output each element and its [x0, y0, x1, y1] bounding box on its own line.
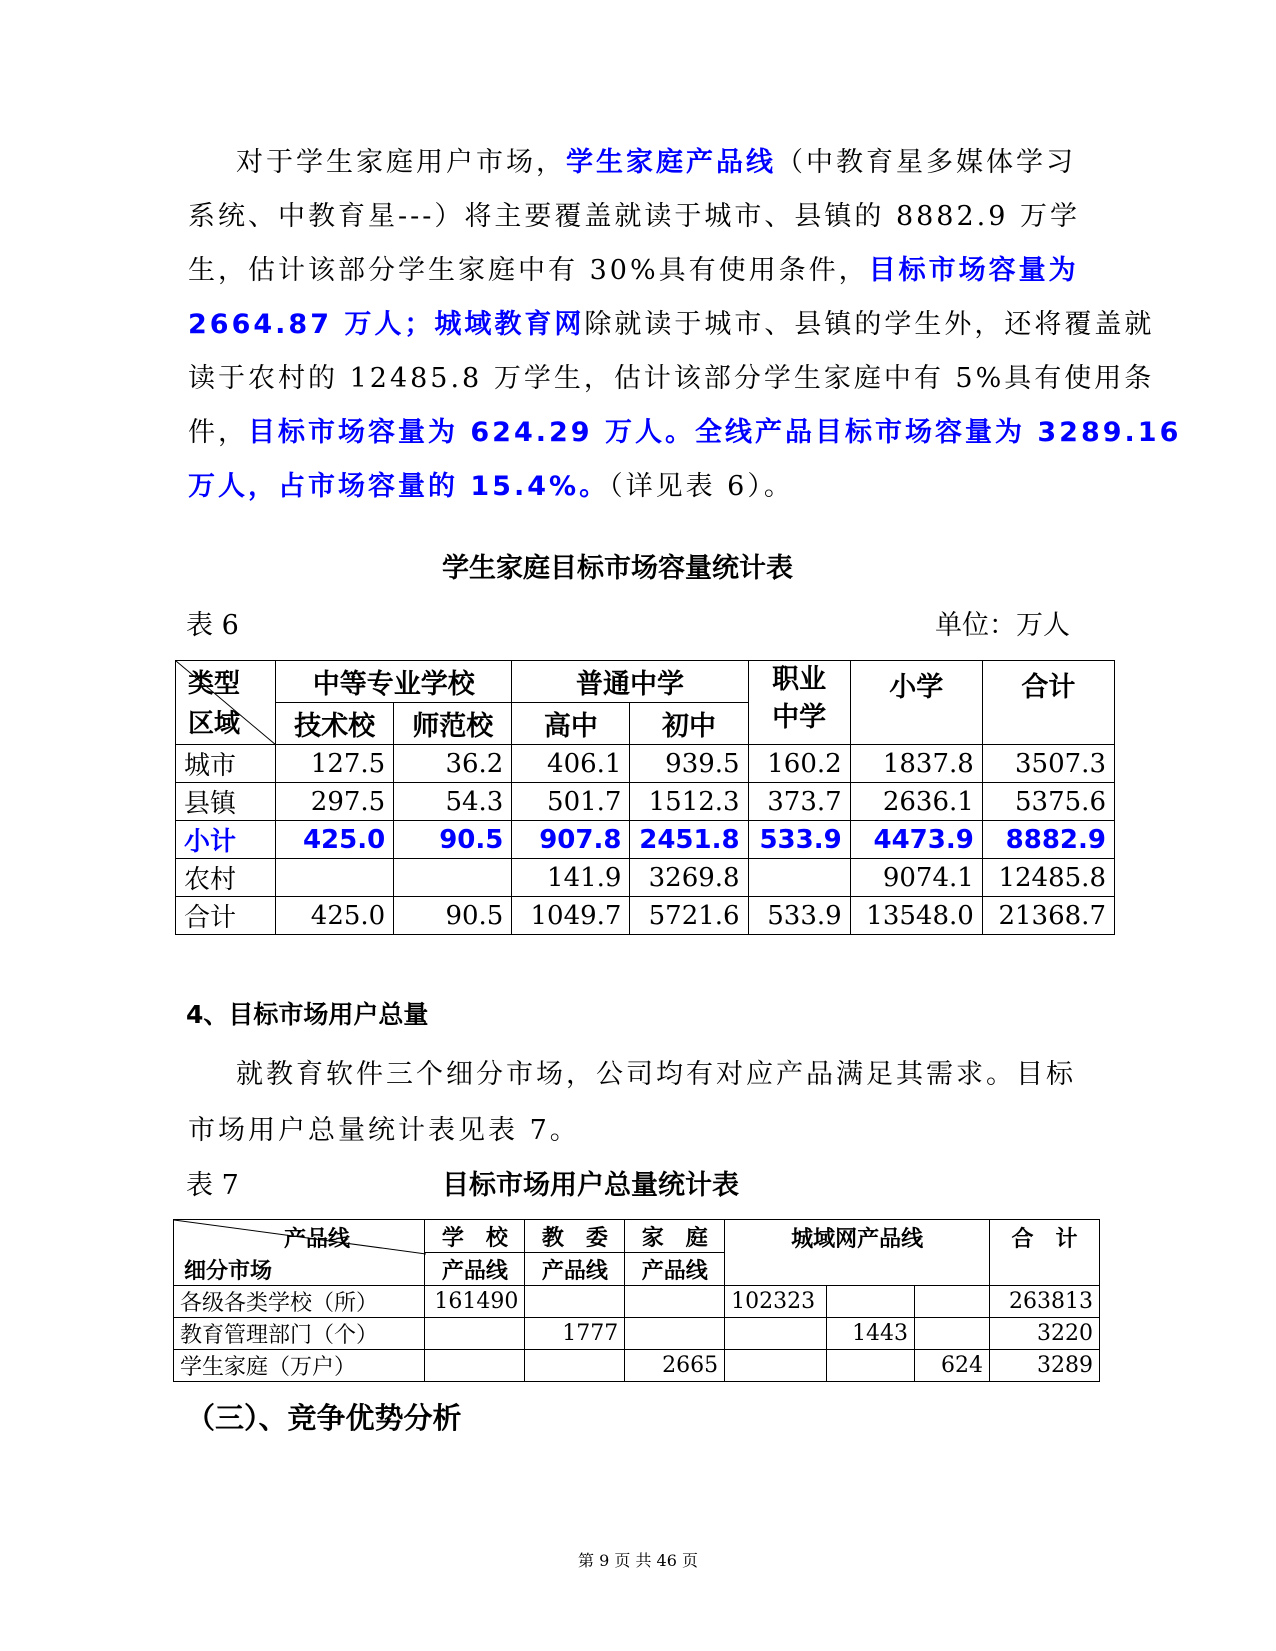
- table7-row-label: 学生家庭（万户）: [174, 1350, 425, 1382]
- table7-cell: [725, 1318, 827, 1350]
- table6-cell: 160.2: [748, 745, 850, 783]
- table6-corner-cell: [176, 661, 276, 745]
- vocational-line-1: 职业: [772, 664, 827, 695]
- table7-cell: [625, 1286, 725, 1318]
- table7-header-edu-2: 产品线: [525, 1253, 625, 1286]
- table6-corner-type: 类型: [188, 669, 241, 699]
- school-header-line-1: 学 校: [441, 1225, 508, 1251]
- table6-cell: [276, 859, 394, 897]
- table6-cell: 12485.8: [982, 859, 1114, 897]
- table7-cell: [425, 1350, 525, 1382]
- table6-row-label: 小计: [176, 821, 276, 859]
- page-footer: 第 9 页 共 46 页: [578, 1551, 698, 1570]
- table7-header-total: 合 计: [989, 1220, 1099, 1286]
- table7-cell: [425, 1318, 525, 1350]
- intro-line-7: [188, 464, 794, 503]
- intro-line-4: [188, 302, 1154, 341]
- table6-header-normal: 师范校: [394, 703, 512, 745]
- table6-cell: 36.2: [394, 745, 512, 783]
- table7-header-family: [625, 1220, 725, 1253]
- table6-row-label: 农村: [176, 859, 276, 897]
- table6-cell: 4473.9: [850, 821, 982, 859]
- table6-unit: 单位：万人: [935, 610, 1070, 641]
- table6-cell: 533.9: [748, 821, 850, 859]
- table6-header-technical: 技术校: [276, 703, 394, 745]
- section4-heading: 4、目标市场用户总量: [186, 1000, 429, 1029]
- table6-cell: 127.5: [276, 745, 394, 783]
- section4-line-2: 市场用户总量统计表见表 7。: [188, 1115, 580, 1146]
- intro-line-5: [188, 356, 1154, 395]
- table6-header-general: 普通中学: [512, 661, 748, 703]
- section3-heading: （三）、竞争优势分析: [186, 1401, 462, 1435]
- table6-cell: 2636.1: [850, 783, 982, 821]
- table7-header-family-2: 产品线: [625, 1253, 725, 1286]
- table7-label: 表 7: [186, 1170, 239, 1201]
- table6-cell: 1512.3: [630, 783, 748, 821]
- intro-text: 生，估计该部分学生家庭中有 30%具有使用条件，: [188, 255, 869, 286]
- table6-cell: [394, 859, 512, 897]
- table6-cell: 406.1: [512, 745, 630, 783]
- intro-line-3: [188, 248, 1079, 287]
- table6-row-label: 县镇: [176, 783, 276, 821]
- table7-cell: [827, 1350, 915, 1382]
- vocational-line-2: 中学: [772, 702, 827, 733]
- intro-highlight: 目标市场容量为: [868, 255, 1079, 286]
- table7-cell: [525, 1286, 625, 1318]
- table6-cell: 21368.7: [982, 897, 1114, 935]
- intro-highlight: 万人，占市场容量的 15.4%。: [188, 471, 610, 502]
- table7-cell: 263813: [989, 1286, 1099, 1318]
- table7-cell: 1443: [827, 1318, 915, 1350]
- intro-text: 系统、中教育星---）将主要覆盖就读于城市、县镇的 8882.9 万学: [188, 201, 1081, 232]
- table6-cell: 5375.6: [982, 783, 1114, 821]
- table6-cell: 907.8: [512, 821, 630, 859]
- intro-text: 读于农村的 12485.8 万学生，估计该部分学生家庭中有 5%具有使用条: [188, 363, 1155, 394]
- table6-cell: 90.5: [394, 897, 512, 935]
- intro-highlight: 学生家庭产品线: [566, 147, 776, 178]
- table7-row: [174, 1286, 1100, 1318]
- table6-label: 表 6: [186, 610, 239, 641]
- table6-cell: 3507.3: [982, 745, 1114, 783]
- table6-row: [176, 745, 1115, 783]
- intro-text: （中教育星多媒体学习: [776, 147, 1076, 178]
- table6-cell: 9074.1: [850, 859, 982, 897]
- table6-cell: 8882.9: [982, 821, 1114, 859]
- table7-cell: 624: [915, 1350, 990, 1382]
- table6-row: [176, 897, 1115, 935]
- table6-cell: 425.0: [276, 897, 394, 935]
- table6-header-senior: 高中: [512, 703, 630, 745]
- table6-row: [176, 821, 1115, 859]
- table6-title: 学生家庭目标市场容量统计表: [442, 553, 793, 584]
- table6-cell: [748, 859, 850, 897]
- table6-cell: 141.9: [512, 859, 630, 897]
- table7-cell: 3289: [989, 1350, 1099, 1382]
- table6-cell: 425.0: [276, 821, 394, 859]
- table6-header-vocational: [748, 661, 850, 745]
- table7-header-city: 城域网产品线: [725, 1220, 990, 1286]
- table6-header-total: 合计: [982, 661, 1114, 745]
- table7-cell: [915, 1286, 990, 1318]
- table7-row: [174, 1350, 1100, 1382]
- section4-line-1: 就教育软件三个细分市场，公司均有对应产品满足其需求。目标: [236, 1059, 1076, 1090]
- intro-text: 件，: [188, 417, 248, 448]
- family-header-line-1: 家 庭: [641, 1225, 708, 1251]
- table6-cell: 2451.8: [630, 821, 748, 859]
- table6-cell: 533.9: [748, 897, 850, 935]
- intro-text: （详见表 6）。: [609, 471, 794, 502]
- table7-corner-cell: [174, 1220, 425, 1286]
- table7-header-school-2: 产品线: [425, 1253, 525, 1286]
- table7-corner-segment: 细分市场: [184, 1259, 273, 1284]
- intro-highlight: 目标市场容量为 624.29 万人。全线产品目标市场容量为 3289.16: [248, 417, 1182, 448]
- table6: [175, 660, 1115, 935]
- table6-row-label: 城市: [176, 745, 276, 783]
- table7-cell: 3220: [989, 1318, 1099, 1350]
- table7-row-label: 各级各类学校（所）: [174, 1286, 425, 1318]
- intro-text: 除就读于城市、县镇的学生外，还将覆盖就: [584, 309, 1155, 340]
- table7-title: 目标市场用户总量统计表: [442, 1170, 739, 1201]
- table6-cell: 1837.8: [850, 745, 982, 783]
- table6-cell: 1049.7: [512, 897, 630, 935]
- table7-cell: 102323: [725, 1286, 827, 1318]
- table7-row-label: 教育管理部门（个）: [174, 1318, 425, 1350]
- table7-cell: 1777: [525, 1318, 625, 1350]
- edu-header-line-1: 教 委: [541, 1225, 608, 1251]
- table7-header-edu: [525, 1220, 625, 1253]
- table6-cell: 54.3: [394, 783, 512, 821]
- table6-row: [176, 859, 1115, 897]
- intro-line-2: [188, 194, 1080, 233]
- table7-cell: [625, 1318, 725, 1350]
- table6-header-primary: 小学: [850, 661, 982, 745]
- table6-row-label: 合计: [176, 897, 276, 935]
- table6-cell: 373.7: [748, 783, 850, 821]
- intro-text: 对于学生家庭用户市场，: [236, 147, 566, 178]
- table6-cell: 90.5: [394, 821, 512, 859]
- table7: [173, 1219, 1100, 1382]
- table7-cell: [827, 1286, 915, 1318]
- table6-cell: 13548.0: [850, 897, 982, 935]
- table6-cell: 5721.6: [630, 897, 748, 935]
- table6-header-secondary: 中等专业学校: [276, 661, 512, 703]
- table7-cell: [725, 1350, 827, 1382]
- table7-cell: 161490: [425, 1286, 525, 1318]
- table7-cell: [915, 1318, 990, 1350]
- intro-line-1: [236, 140, 1076, 179]
- table6-cell: 3269.8: [630, 859, 748, 897]
- intro-line-6: [188, 410, 1181, 449]
- table6-corner-region: 区域: [188, 709, 241, 739]
- table6-header-junior: 初中: [630, 703, 748, 745]
- table7-corner-productline: 产品线: [284, 1227, 351, 1252]
- table7-cell: [525, 1350, 625, 1382]
- table6-row: [176, 783, 1115, 821]
- table7-header-school: [425, 1220, 525, 1253]
- table6-cell: 939.5: [630, 745, 748, 783]
- table6-cell: 501.7: [512, 783, 630, 821]
- intro-highlight: 2664.87 万人；城域教育网: [188, 309, 585, 340]
- table6-cell: 297.5: [276, 783, 394, 821]
- table7-cell: 2665: [625, 1350, 725, 1382]
- table7-row: [174, 1318, 1100, 1350]
